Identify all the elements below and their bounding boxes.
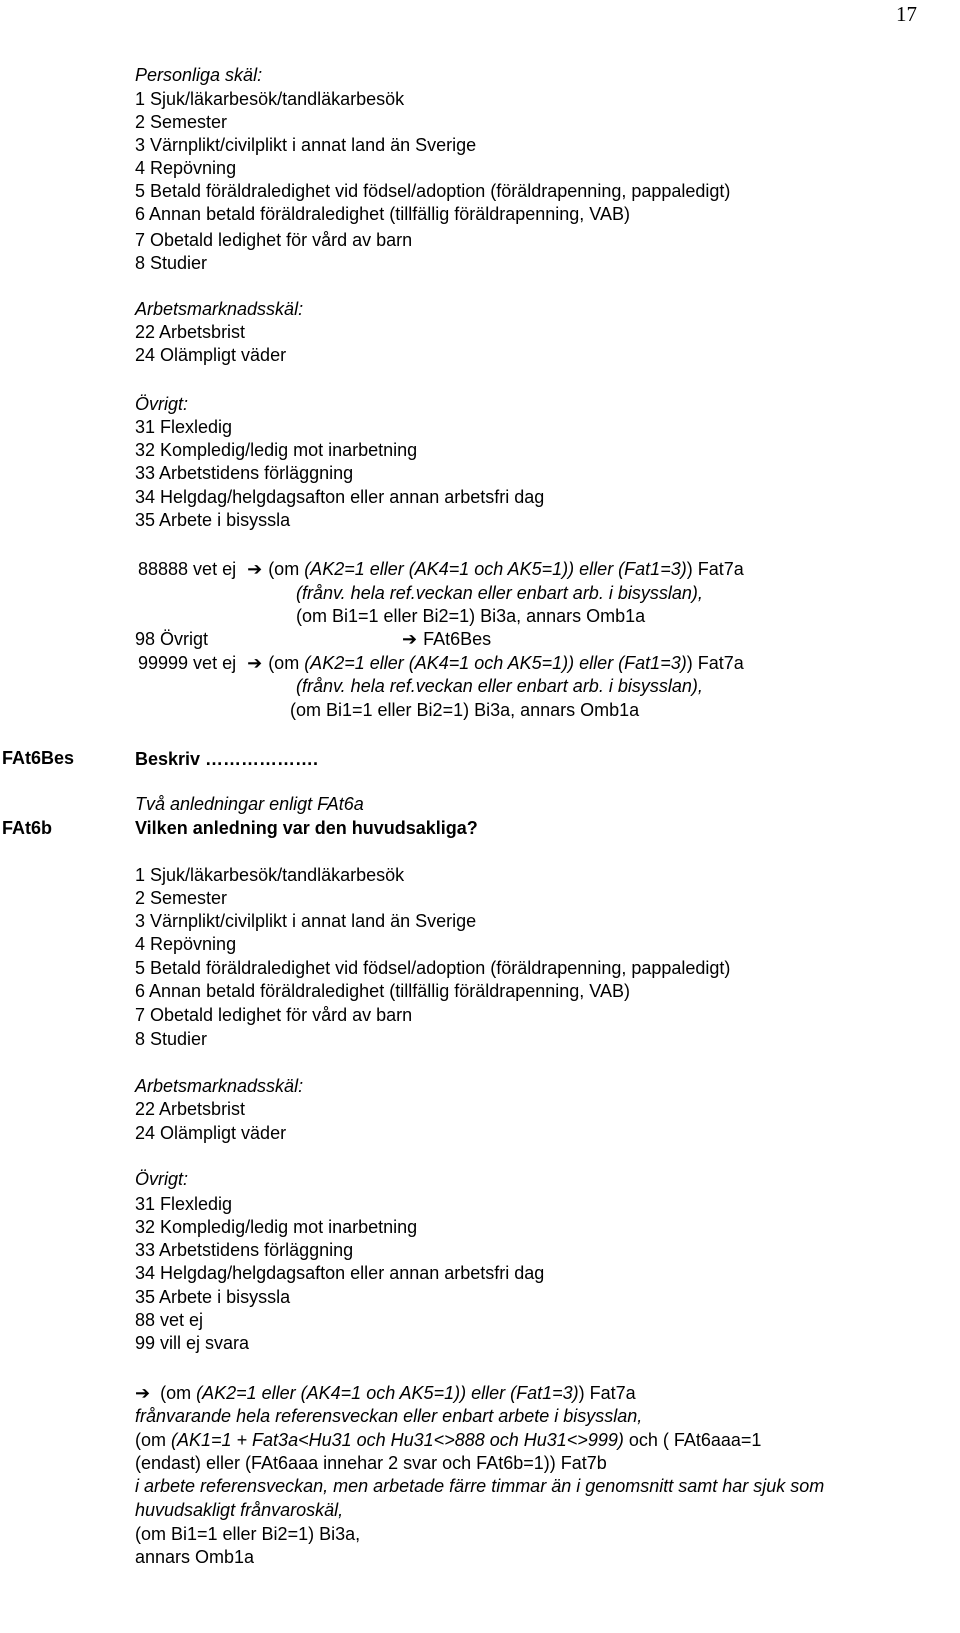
describe-prompt: Beskriv ……………….	[135, 749, 319, 769]
routing-text: (om	[268, 559, 305, 579]
list-item: 1 Sjuk/läkarbesök/tandläkarbesök	[135, 865, 405, 885]
routing-target: FAt6Bes	[423, 629, 492, 649]
list-item: 2 Semester	[135, 112, 228, 132]
labour-heading: Arbetsmarknadsskäl:	[135, 1076, 304, 1096]
question-id-fat6bes: FAt6Bes	[2, 748, 75, 768]
routing-note: frånvarande hela referensveckan eller enbart arbete i bisysslan,	[135, 1406, 643, 1426]
other-heading: Övrigt:	[135, 1169, 189, 1189]
arrow-right-icon: ➔	[402, 629, 418, 649]
list-item: 32 Kompledig/ledig mot inarbetning	[135, 1217, 418, 1237]
routing-line: (om Bi1=1 eller Bi2=1) Bi3a,	[135, 1524, 361, 1544]
routing-text: (om	[268, 653, 305, 673]
list-item: 88 vet ej	[135, 1310, 204, 1330]
routing-line: (endast) eller (FAt6aaa innehar 2 svar och FAt6b=1)) Fat7b	[135, 1453, 607, 1473]
list-item: 24 Olämpligt väder	[135, 345, 287, 365]
list-item: 34 Helgdag/helgdagsafton eller annan arbetsfri dag	[135, 487, 545, 507]
question-text: Vilken anledning var den huvudsakliga?	[135, 818, 478, 838]
list-item: 1 Sjuk/läkarbesök/tandläkarbesök	[135, 89, 405, 109]
routing-line	[135, 1429, 761, 1451]
list-item: 35 Arbete i bisyssla	[135, 510, 291, 530]
list-item: 22 Arbetsbrist	[135, 322, 246, 342]
question-id-fat6b: FAt6b	[2, 818, 53, 838]
list-item: 8 Studier	[135, 1029, 208, 1049]
list-item: 32 Kompledig/ledig mot inarbetning	[135, 440, 418, 460]
list-item: 4 Repövning	[135, 158, 237, 178]
list-item: 5 Betald föräldraledighet vid födsel/adoption (föräldrapenning, pappaledigt)	[135, 958, 731, 978]
routing-code: 99999 vet ej	[138, 653, 237, 673]
routing-condition: (AK2=1 eller (AK4=1 och AK5=1)) eller (Fat1=3)	[196, 1383, 579, 1403]
list-item: 31 Flexledig	[135, 417, 233, 437]
routing-target: ) Fat7a	[578, 1383, 636, 1403]
routing-98-code: 98 Övrigt	[135, 629, 209, 649]
question-subtext: Två anledningar enligt FAt6a	[135, 794, 364, 814]
list-item: 3 Värnplikt/civilplikt i annat land än Sverige	[135, 135, 477, 155]
routing-text: (om	[135, 1430, 171, 1450]
routing-88888	[138, 558, 744, 580]
routing-line	[135, 1382, 636, 1404]
list-item: 22 Arbetsbrist	[135, 1099, 246, 1119]
routing-note: (om Bi1=1 eller Bi2=1) Bi3a, annars Omb1a	[290, 700, 640, 720]
arrow-right-icon: ➔	[247, 559, 263, 579]
list-item: 7 Obetald ledighet för vård av barn	[135, 230, 413, 250]
routing-note: (om Bi1=1 eller Bi2=1) Bi3a, annars Omb1a	[296, 606, 646, 626]
list-item: 6 Annan betald föräldraledighet (tillfällig föräldrapenning, VAB)	[135, 204, 630, 224]
arrow-right-icon: ➔	[135, 1383, 151, 1403]
routing-line: annars Omb1a	[135, 1547, 255, 1567]
list-item: 6 Annan betald föräldraledighet (tillfällig föräldrapenning, VAB)	[135, 981, 630, 1001]
routing-note: i arbete referensveckan, men arbetade färre timmar än i genomsnitt samt har sjuk som	[135, 1476, 825, 1496]
list-item: 8 Studier	[135, 253, 208, 273]
routing-text: (om	[160, 1383, 197, 1403]
list-item: 31 Flexledig	[135, 1194, 233, 1214]
routing-code: 88888 vet ej	[138, 559, 237, 579]
labour-heading: Arbetsmarknadsskäl:	[135, 299, 304, 319]
routing-note: huvudsakligt frånvaroskäl,	[135, 1500, 344, 1520]
list-item: 24 Olämpligt väder	[135, 1123, 287, 1143]
routing-text: och ( FAt6aaa=1	[623, 1430, 762, 1450]
list-item: 3 Värnplikt/civilplikt i annat land än Sverige	[135, 911, 477, 931]
list-item: 7 Obetald ledighet för vård av barn	[135, 1005, 413, 1025]
page-number: 17	[896, 2, 917, 26]
list-item: 4 Repövning	[135, 934, 237, 954]
list-item: 33 Arbetstidens förläggning	[135, 463, 354, 483]
list-item: 33 Arbetstidens förläggning	[135, 1240, 354, 1260]
routing-target: ) Fat7a	[686, 559, 744, 579]
personal-heading: Personliga skäl:	[135, 65, 263, 85]
routing-condition: (AK2=1 eller (AK4=1 och AK5=1)) eller (Fat1=3)	[304, 559, 687, 579]
routing-99999	[138, 652, 744, 674]
routing-condition: (AK2=1 eller (AK4=1 och AK5=1)) eller (Fat1=3)	[304, 653, 687, 673]
arrow-right-icon: ➔	[247, 653, 263, 673]
other-heading: Övrigt:	[135, 394, 189, 414]
routing-note: (frånv. hela ref.veckan eller enbart arb. i bisysslan),	[296, 583, 703, 603]
routing-note: (frånv. hela ref.veckan eller enbart arb. i bisysslan),	[296, 676, 703, 696]
list-item: 34 Helgdag/helgdagsafton eller annan arbetsfri dag	[135, 1263, 545, 1283]
routing-target: ) Fat7a	[686, 653, 744, 673]
list-item: 2 Semester	[135, 888, 228, 908]
list-item: 99 vill ej svara	[135, 1333, 250, 1353]
routing-98	[402, 628, 491, 650]
list-item: 5 Betald föräldraledighet vid födsel/adoption (föräldrapenning, pappaledigt)	[135, 181, 731, 201]
routing-condition: (AK1=1 + Fat3a<Hu31 och Hu31<>888 och Hu31<>999)	[171, 1430, 624, 1450]
list-item: 35 Arbete i bisyssla	[135, 1287, 291, 1307]
